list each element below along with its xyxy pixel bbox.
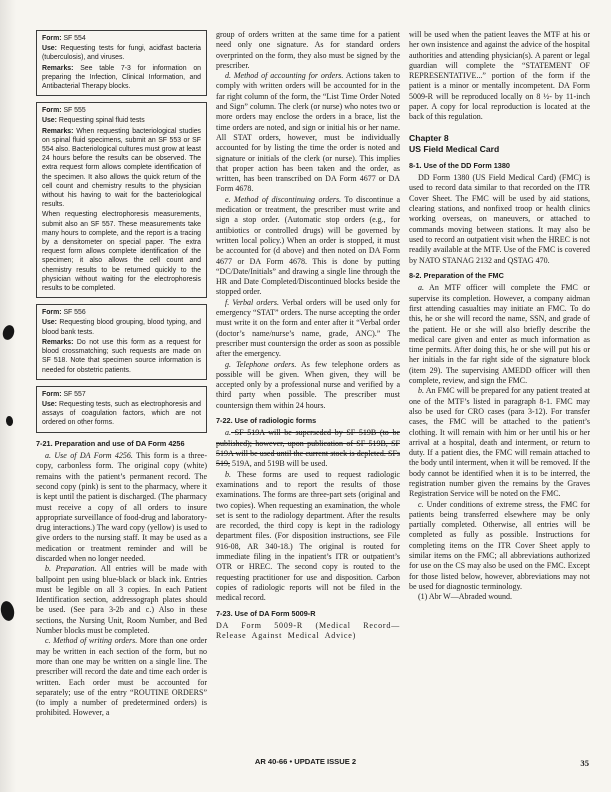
field-label: Use: bbox=[42, 319, 57, 327]
section-heading-7-23: 7-23. Use of DA Form 5009-R bbox=[216, 608, 316, 618]
paragraph-8-1: DD Form 1380 (US Field Medical Card) (FMC) is used to record data similar to that recorded on the ITR Cover Sheet. The FMC will be used by aid stations, clearing stations, and nonfixed troop or health clinics working overseas, on maneuvers, or attached to commands moving between stations. It may also be used to record an outpatient visit when the HREC is not readily available at the MTF. Use of the FMC is covered by NATO STANAG 2132 and QSTAG 470. bbox=[409, 173, 590, 265]
paragraph-lead: a. Use of DA Form 4256. bbox=[45, 451, 133, 461]
form-row bbox=[42, 308, 201, 317]
paragraph-lead: d. Method of accounting for orders. bbox=[225, 71, 344, 81]
paragraph-text: This form is a three-copy, carbonless form. The original copy (white) remains with the patient’s permanent record. The second copy (pink) is sent to the pharmacy, where it is kept until the patient is discharged. (The pharmacy must receive a copy of all orders to insure appropriate surveillance of food-drug and laboratory-drug interactions.) The ward copy (yellow) is used to give orders to the nursing staff. It may be used as a medication or treatment reminder and will be discarded when no longer needed. bbox=[36, 451, 207, 563]
field-text: SF 555 bbox=[61, 107, 86, 115]
page-number: 35 bbox=[580, 758, 589, 768]
paragraph-lead: b. bbox=[418, 386, 424, 396]
paragraph-text: More than one order may be written in each section of the form, but no more than one may be written on a single line. The prescriber will record the date and time each order is written. Each order must be accounted for separately; use of the entry “ROUTINE ORDERS” (to imply a number of predetermined orders) is prohibited. However, a bbox=[36, 636, 208, 718]
paragraph-lead: b. bbox=[225, 469, 231, 479]
chapter-title: US Field Medical Card bbox=[409, 143, 500, 154]
field-text: Requesting blood grouping, blood typing, and blood bank tests. bbox=[42, 319, 201, 336]
paragraph-text: As few telephone orders as possible will be given. When given, they will be accepted only by a professional nurse and verified by a third party when possible. The prescriber must countersign them within 24 hours. bbox=[216, 359, 400, 410]
paragraph-7-21e bbox=[216, 195, 400, 298]
footer-document-id: AR 40-66 • UPDATE ISSUE 2 bbox=[254, 757, 357, 766]
paragraph-text: An MTF officer will complete the FMC or supervise its completion. However, a company aidman first attending casualties may initiate an FMC. To do this, he or she will record the name, SSN, and grade of the patient. He or she will also briefly describe the medical care given and enter as much information as time permits. After doing this, he or she will put his or her initials in the far right side of the signature block (item 29). The supervising AMEDD officer will then complete, review, and sign the FMC. bbox=[409, 283, 590, 386]
column-middle bbox=[216, 30, 400, 642]
form-box-sf555 bbox=[36, 102, 207, 298]
chapter-heading bbox=[409, 133, 590, 155]
field-text: SF 554 bbox=[61, 35, 86, 42]
use-row bbox=[42, 400, 201, 428]
paragraph-7-23: DA Form 5009-R (Medical Record—Release Against Medical Advice) bbox=[216, 621, 400, 641]
field-text: SF 556 bbox=[61, 309, 86, 317]
paragraph-7-21b bbox=[36, 564, 207, 636]
paragraph-8-2a bbox=[409, 283, 590, 386]
field-label: Remarks: bbox=[42, 338, 74, 346]
form-row bbox=[42, 34, 201, 43]
paragraph-continuation: will be used when the patient leaves the MTF at his or her own insistence and against the advice of the hospital authorities and attending physician(s). A parent or legal guardian will complete the “STATEMENT OF REPRESENTATIVE...” portion of the form if the patient is a minor or mentally incompetent. DA Form 5009-R will be reproduced locally on 8 ½- by 11-inch paper. A copy for local reproduction is located at the back of this regulation. bbox=[409, 30, 590, 122]
section-heading-8-2: 8-2. Preparation of the FMC bbox=[409, 270, 504, 280]
field-label: Remarks: bbox=[42, 127, 74, 135]
field-text: When requesting electrophoresis measurements, submit also an SF 557. These measurements take many hours to complete, and the report is a tracing by a densitometer on special paper. The extra request form allows complete identification of the specimen; it also allows the cell count and chemistry results to be returned quickly to the physician without waiting for the electrophoresis results to be completed. bbox=[42, 211, 201, 293]
paragraph-text: Actions taken to comply with written orders will be accounted for in the far right column of the form, the “List Time Order Noted and Sign” column. The clerk (or nurse) who notes two or more orders may enclose the orders in a brace, list the time orders are noted, and sign or initial his or her name. All STAT orders, however, must be individually accounted for by listing the time the order is noted and signature or initials of the clerk (or nurse). This implies that proper action has been taken and the order, as written, has been transcribed on DA Form 4677 or DA Form 4678. bbox=[216, 71, 401, 194]
field-label: Use: bbox=[42, 117, 57, 125]
field-label: Use: bbox=[42, 400, 57, 408]
paragraph-continuation: group of orders written at the same time for a patient need only one signature. As for standard orders overprinted on the form, they also must be signed by the prescriber. bbox=[216, 30, 400, 70]
section-heading-7-21: 7-21. Preparation and use of DA Form 4256 bbox=[36, 438, 185, 448]
paragraph-text: Under conditions of extreme stress, the FMC for patients being transferred elsewhere may be only partially completed. Otherwise, all entries will be completed as fully as possible. Instructions for completing items on the ITR Cover Sheet apply to similar items on the FMC; all abbreviations authorized for use on the CS may also be used on the FMC. Except for those listed below, however, abbreviations may not be used for diagnostic terminology. bbox=[409, 499, 590, 591]
field-label: Use: bbox=[42, 45, 57, 53]
paragraph-8-2c bbox=[409, 500, 590, 593]
struck-text: SF 519A will be superseded by SF 519B (to be published); however, upon publication of SF 519B, SF 519A will be used until the current stock is depleted. SFs 519, bbox=[216, 428, 400, 469]
paragraph-7-21a bbox=[36, 451, 207, 564]
form-box-sf554 bbox=[36, 30, 207, 96]
paragraph-7-22a bbox=[216, 428, 400, 469]
paragraph-lead: a. bbox=[418, 283, 424, 293]
field-text: See table 7-3 for information on preparing the Infection, Clinical Information, and Antibacterial Therapy blocks. bbox=[42, 64, 201, 91]
form-box-sf557 bbox=[36, 386, 207, 433]
field-text: SF 557 bbox=[61, 390, 86, 398]
form-row bbox=[42, 390, 201, 399]
paragraph-lead: c. Method of writing orders. bbox=[45, 636, 138, 646]
remarks-row bbox=[42, 127, 201, 210]
field-text: Requesting spinal fluid tests bbox=[56, 117, 145, 125]
paragraph-text: An FMC will be prepared for any patient treated at one of the MTF’s listed in paragraph 8-1. FMC may also be used for CRO cases (para 3-12). For transfer cases, the FMC will be attached to the patient’s clothing. It will remain with him or her until his or her arrival at a hospital, death and interment, or return to duty. If a patient dies, the FMC will remain attached to the body until interment, when it will be removed. If the body cannot be identified when it is to be interred, the registration number given the remains by the Graves Registration Service will be noted on the FMC. bbox=[409, 386, 590, 499]
paragraph-text: Verbal orders will be used only for emergency “STAT” orders. The nurse accepting the order must write it on the form and enter after it “Verbal order (doctor’s name/nurse’s name, grade, ANC).” The prescriber must countersign the order as soon as possible after the emergency. bbox=[216, 297, 401, 359]
paragraph-7-21g bbox=[216, 360, 400, 411]
form-row bbox=[42, 106, 201, 115]
paragraph-7-22b bbox=[216, 470, 400, 604]
field-label: Form: bbox=[42, 309, 62, 317]
paragraph-7-21f bbox=[216, 298, 400, 360]
paragraph-lead: a. bbox=[225, 428, 231, 438]
paragraph-text: These forms are used to request radiologic examinations and to report the results of those examinations. The forms are three-part sets (original and two copies). When requesting an examination, the whole set is sent to the radiology department. After the results are recorded, the third copy is kept in the radiology department files. (For disposition instructions, see File 916-08, AR 340-18.) The original is routed for immediate filing in the inpatient’s ITR or outpatient’s OTR or HREC. The second copy is routed to the requesting practitioner for use and disposition. Carbon copies of radiologic reports will not be filed in the medical record. bbox=[216, 469, 400, 603]
paragraph-text: To discontinue a medication or treatment, the prescriber must write and sign a stop order. (Automatic stop orders (e.g., for antibiotics or controlled drugs) will be governed by written local policy.) When an order is stopped, it must be accounted for (d above) and then noted on DA Form 4677 or DA Form 4678. This is done by putting “DC/Date/Initials” and drawing a single line through the HR and Date Completed/Discontinued blocks beside the stopped order. bbox=[216, 194, 401, 297]
use-row bbox=[42, 44, 201, 62]
remarks-row-continued bbox=[42, 210, 201, 293]
paragraph-lead: c. bbox=[418, 499, 424, 509]
paragraph-lead: e. Method of discontinuing orders. bbox=[225, 194, 342, 204]
paragraph-8-2c-1: (1) Abr W—Abraded wound. bbox=[418, 592, 513, 602]
paragraph-lead: f. Verbal orders. bbox=[225, 297, 280, 307]
field-label: Remarks: bbox=[42, 64, 74, 72]
paragraph-7-21d bbox=[216, 71, 400, 195]
field-label: Form: bbox=[42, 107, 62, 115]
section-heading-8-1: 8-1. Use of the DD Form 1380 bbox=[409, 160, 510, 170]
column-left bbox=[36, 30, 207, 719]
column-right bbox=[409, 30, 590, 603]
use-row bbox=[42, 116, 201, 125]
section-heading-7-22: 7-22. Use of radiologic forms bbox=[216, 415, 317, 425]
chapter-number: Chapter 8 bbox=[409, 132, 449, 143]
field-text: Requesting tests, such as electrophoresis and assays of coagulation factors, which are not ordered on other forms. bbox=[42, 400, 201, 427]
field-label: Form: bbox=[42, 390, 62, 398]
field-text: Requesting tests for fungi, acidfast bacteria (tuberculosis), and viruses. bbox=[42, 45, 201, 62]
form-box-sf556 bbox=[36, 304, 207, 379]
field-label: Form: bbox=[42, 35, 62, 42]
paragraph-text: 519A, and 519B will be used. bbox=[230, 459, 328, 469]
scan-edge-shadow bbox=[0, 0, 16, 792]
paragraph-8-2b bbox=[409, 386, 590, 499]
paragraph-7-21c bbox=[36, 636, 207, 718]
use-row bbox=[42, 318, 201, 336]
paragraph-text: All entries will be made with ballpoint pen using blue-black or black ink. Entries must be legible on all 3 copies. In each Patient Identification section, addressograph plates should be used. (See para 3-2b and c.) Also in these sections, the Nursing Unit, Room Number, and Bed Number blocks must be completed. bbox=[36, 564, 208, 636]
field-text: Do not use this form as a request for blood crossmatching; such requests are made on SF 518. Note that specimen source information is needed for obstetric patients. bbox=[42, 338, 201, 374]
paragraph-lead: b. Preparation. bbox=[45, 564, 97, 574]
paragraph-lead: g. Telephone orders. bbox=[225, 359, 297, 369]
remarks-row bbox=[42, 64, 201, 92]
remarks-row bbox=[42, 338, 201, 375]
field-text: When requesting bacteriological studies on spinal fluid specimens, submit an SF 553 or SF 554 also. Bacteriological cultures must grow at least 24 hours before the results can be observed. The extra request form allows complete identification of the specimen. It also allows the quick return of the cell count and chemistry results to the physician without his having to wait for the bacteriological results. bbox=[42, 127, 201, 209]
